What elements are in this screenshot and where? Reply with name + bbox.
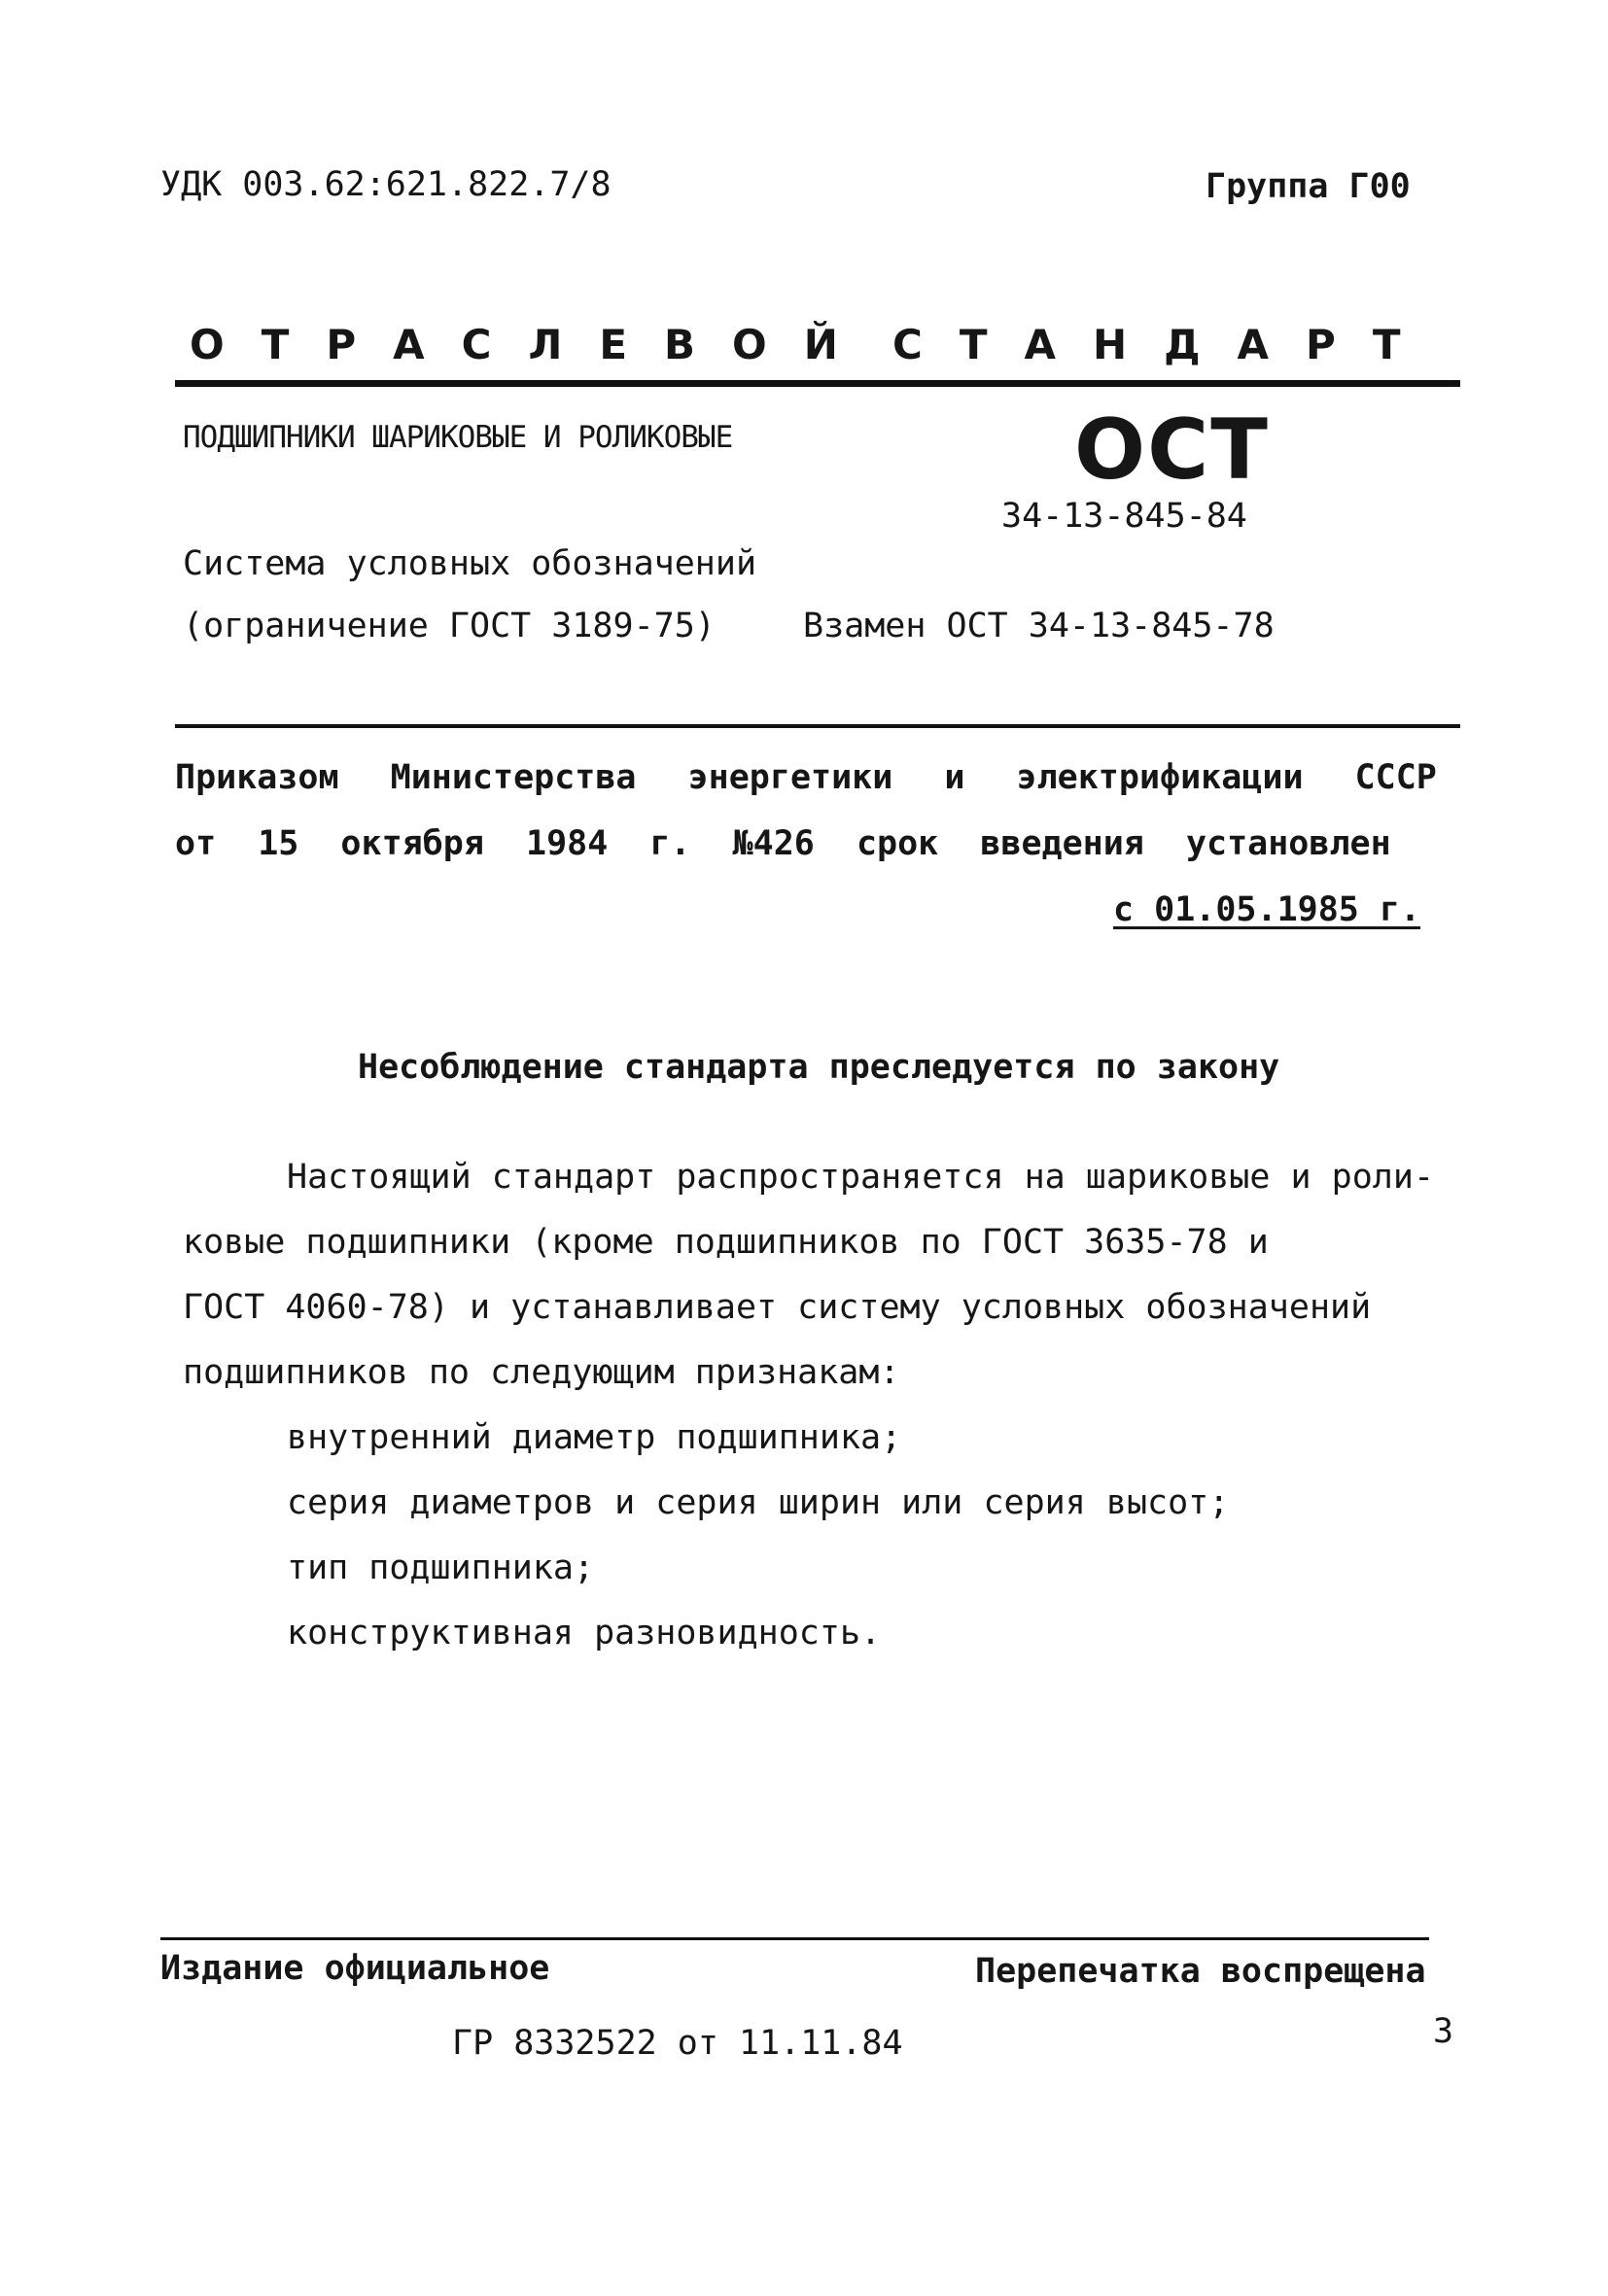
system-restriction: (ограничение ГОСТ 3189-75) <box>183 607 716 645</box>
udk-code: УДК 003.62:621.822.7/8 <box>160 165 612 204</box>
group-code: Группа Г00 <box>1206 167 1411 206</box>
registration-number: ГР 8332522 от 11.11.84 <box>452 2024 903 2063</box>
replaces-standard: Взамен ОСТ 34-13-845-78 <box>803 607 1275 645</box>
ost-label: ОСТ <box>1074 401 1270 499</box>
order-line-1: Приказом Министерства энергетики и электрификации СССР <box>175 758 1437 797</box>
order-line-2: от 15 октября 1984 г. №426 срок введения установлен <box>175 824 1391 863</box>
edition-note: Издание официальное <box>160 1949 550 1988</box>
list-item-3: тип подшипника; <box>287 1548 595 1587</box>
body-line-1: Настоящий стандарт распространяется на шариковые и роли- <box>287 1158 1435 1197</box>
title-word-2: СТАНДАРТ <box>892 321 1438 368</box>
ost-number: 34-13-845-84 <box>1001 497 1247 536</box>
divider-rule <box>175 724 1460 728</box>
body-line-3: ГОСТ 4060-78) и устанавливает систему условных обозначений <box>183 1288 1372 1327</box>
body-line-4: подшипников по следующим признакам: <box>183 1353 900 1392</box>
list-item-4: конструктивная разновидность. <box>287 1614 882 1652</box>
law-notice: Несоблюдение стандарта преследуется по закону <box>358 1048 1280 1087</box>
title-rule <box>175 380 1460 387</box>
subject-title: ПОДШИПНИКИ ШАРИКОВЫЕ И РОЛИКОВЫЕ <box>183 420 733 455</box>
system-title: Система условных обозначений <box>183 544 757 583</box>
title-word-1: ОТРАСЛЕВОЙ <box>190 321 875 368</box>
page-number: 3 <box>1433 2012 1454 2051</box>
list-item-2: серия диаметров и серия ширин или серия высот; <box>287 1483 1230 1522</box>
body-line-2: ковые подшипники (кроме подшипников по ГОСТ 3635-78 и <box>183 1223 1269 1262</box>
effective-date: с 01.05.1985 г. <box>1113 890 1421 929</box>
reprint-note: Перепечатка воспрещена <box>975 1952 1426 1991</box>
list-item-1: внутренний диаметр подшипника; <box>287 1418 902 1457</box>
footer-rule <box>160 1937 1429 1940</box>
